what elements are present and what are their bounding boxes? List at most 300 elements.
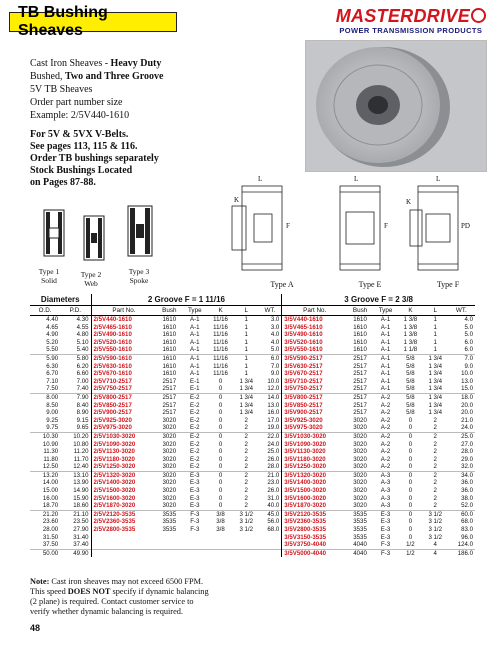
table-cell: 1610 xyxy=(162,346,177,354)
table-cell: 7.10 xyxy=(46,377,59,385)
table-cell: A-3 xyxy=(380,479,391,487)
belt-info xyxy=(30,129,159,189)
table-cell: 5/8 xyxy=(398,393,423,401)
table-cell: 5/8 xyxy=(406,362,415,370)
table-cell: 13.90 xyxy=(73,479,89,487)
table-cell: 0 xyxy=(218,463,223,471)
table-cell: 18.0 xyxy=(448,393,475,401)
part-number-cell: 3/5V1250-3020 xyxy=(282,463,347,471)
table-cell: 12.0 xyxy=(267,385,280,393)
part-number-cell: 3/5V630-2517 xyxy=(282,363,347,371)
table-cell: 2 xyxy=(244,448,248,456)
table-cell xyxy=(156,549,182,557)
table-cell: 0 xyxy=(218,440,223,448)
table-cell: 8.50 xyxy=(46,401,59,409)
table-cell: 13.10 xyxy=(60,471,91,479)
table-row xyxy=(30,378,475,386)
table-cell xyxy=(207,534,234,542)
belt-info-l5: on Pages 87-88. xyxy=(30,177,96,188)
table-cell: 21.0 xyxy=(259,471,282,479)
intro-text xyxy=(30,57,163,122)
table-cell: 2517 xyxy=(162,385,177,393)
table-cell: 6.0 xyxy=(464,346,473,354)
table-cell: 0 xyxy=(207,432,234,440)
table-cell: 9.0 xyxy=(270,370,280,378)
part-number-cell: 3/5V1400-3020 xyxy=(282,479,347,487)
table-cell: 1610 xyxy=(156,354,182,362)
table-cell xyxy=(182,541,207,549)
table-cell: 7.0 xyxy=(270,362,280,370)
table-cell: 19.0 xyxy=(267,424,280,432)
table-row xyxy=(30,393,475,401)
dim-l-a: L xyxy=(258,175,263,183)
table-row xyxy=(30,441,475,449)
table-cell: 2517 xyxy=(353,362,367,370)
column-header: WT. xyxy=(448,306,475,316)
table-cell: A-3 xyxy=(380,502,391,510)
table-cell: A-2 xyxy=(380,424,391,432)
table-cell: 4040 xyxy=(353,541,367,549)
type-1-desc: Solid xyxy=(41,276,57,285)
type-2-desc: Web xyxy=(84,279,98,288)
table-cell: 17.0 xyxy=(267,416,280,424)
table-cell: 12.50 xyxy=(42,463,59,471)
type-2-name: Type 2 xyxy=(80,270,102,279)
part-number-cell: 2/5V1320-3020 xyxy=(91,471,156,479)
table-row xyxy=(30,541,475,549)
title-banner xyxy=(9,4,177,39)
table-cell: 0 xyxy=(408,463,413,471)
table-cell: 9.0 xyxy=(464,362,473,370)
table-cell: 3/8 xyxy=(216,518,225,526)
table-cell: 0 xyxy=(408,494,413,502)
table-cell: 9.75 xyxy=(46,424,59,432)
gear-icon xyxy=(471,8,486,23)
table-cell: A-1 xyxy=(380,331,391,339)
part-number-cell: 3/5V1130-3020 xyxy=(282,448,347,456)
table-row xyxy=(30,331,475,339)
table-cell: 5.0 xyxy=(464,323,473,331)
table-cell: 0 xyxy=(408,533,413,541)
table-cell: 1 3/4 xyxy=(239,401,254,409)
table-cell: 5/8 xyxy=(406,385,415,393)
table-cell: 11.20 xyxy=(73,448,89,456)
table-cell: 0 xyxy=(408,448,413,456)
table-cell: A-1 xyxy=(380,377,391,385)
part-number-cell: 3/5V1600-3020 xyxy=(282,495,347,503)
table-cell: 36.0 xyxy=(461,479,473,487)
table-row xyxy=(30,534,475,542)
table-cell: 31.0 xyxy=(267,494,280,502)
column-header: Bush xyxy=(156,306,182,316)
table-cell: 1610 xyxy=(162,370,177,378)
table-cell: 5.90 xyxy=(30,354,60,362)
belt-info-l1: For 5V & 5VX V-Belts. xyxy=(30,129,129,140)
table-cell: 1 xyxy=(433,346,437,354)
table-cell: 12.40 xyxy=(73,463,89,471)
table-cell: 10.90 xyxy=(42,440,59,448)
table-cell: 3020 xyxy=(353,440,367,448)
table-cell: 5.10 xyxy=(76,338,89,346)
table-cell: 18.60 xyxy=(73,502,89,510)
table-cell: 4.0 xyxy=(270,338,280,346)
table-cell: 13.20 xyxy=(30,471,60,479)
table-row xyxy=(30,385,475,393)
table-cell: 68.0 xyxy=(461,518,473,526)
table-cell xyxy=(234,541,259,549)
table-cell: 29.0 xyxy=(461,455,473,463)
part-number-cell: 3/5V1500-3020 xyxy=(282,487,347,495)
table-cell: 23.50 xyxy=(73,518,89,526)
table-cell: 28.0 xyxy=(267,463,280,471)
part-number-cell: 3/5V2120-3535 xyxy=(282,510,347,518)
table-cell: 15.90 xyxy=(73,494,89,502)
part-number-cell: 3/5V1870-3020 xyxy=(282,502,347,510)
part-number-cell: 2/5V2800-3535 xyxy=(91,526,156,534)
table-cell: 1 xyxy=(244,370,248,378)
table-cell: A-1 xyxy=(373,354,398,362)
part-number-cell: 2/5V1030-3020 xyxy=(91,432,156,440)
table-cell: 3535 xyxy=(162,518,177,526)
table-row xyxy=(30,502,475,510)
page-title: TB Bushing Sheaves xyxy=(18,4,108,39)
table-cell: E-1 xyxy=(190,377,200,385)
table-cell: 2 xyxy=(244,455,248,463)
table-cell: 9.25 xyxy=(46,416,59,424)
part-number-cell: 2/5V2360-3535 xyxy=(91,518,156,526)
table-cell: 3 1/2 xyxy=(423,510,448,518)
table-cell: F-3 xyxy=(190,518,200,526)
table-cell: 32.0 xyxy=(461,463,473,471)
table-cell: 3020 xyxy=(156,471,182,479)
table-cell: A-1 xyxy=(380,323,391,331)
table-cell: 5.20 xyxy=(46,338,59,346)
dim-k-f: K xyxy=(406,198,412,206)
table-cell: 5.80 xyxy=(60,354,91,362)
table-cell: 1 3/4 xyxy=(423,393,448,401)
intro-line1b: Heavy Duty xyxy=(110,58,162,69)
table-cell xyxy=(207,549,234,557)
table-cell: 2517 xyxy=(156,393,182,401)
table-row xyxy=(30,370,475,378)
part-number-cell: 2/5V1400-3020 xyxy=(91,479,156,487)
table-cell: F-3 xyxy=(380,541,391,549)
table-cell: 3020 xyxy=(353,502,367,510)
table-cell: 2 xyxy=(433,479,437,487)
intro-line2a: Bushed, xyxy=(30,71,65,82)
table-cell: 3020 xyxy=(353,487,367,495)
table-cell xyxy=(207,541,234,549)
table-cell: 1 xyxy=(244,316,248,323)
table-cell: A-3 xyxy=(373,471,398,479)
part-number-cell: 3/5V5000-4040 xyxy=(282,549,347,557)
table-cell: 1 xyxy=(433,316,437,323)
table-cell: 3/8 xyxy=(207,510,234,518)
dim-f-e: F xyxy=(384,222,388,230)
table-cell: 9.00 xyxy=(46,409,59,417)
table-cell: 1 xyxy=(244,338,248,346)
table-cell: 4 xyxy=(423,549,448,557)
table-cell: E-3 xyxy=(190,479,200,487)
table-cell: 1 3/8 xyxy=(403,323,418,331)
table-cell: 3020 xyxy=(353,424,367,432)
table-cell: A-1 xyxy=(380,362,391,370)
table-cell: 9.15 xyxy=(76,416,89,424)
table-cell: 0 xyxy=(218,494,223,502)
table-cell: 21.10 xyxy=(60,510,91,518)
table-cell: 14.90 xyxy=(73,487,89,495)
table-cell: A-1 xyxy=(190,316,200,323)
table-cell: 45.0 xyxy=(259,510,282,518)
table-row xyxy=(30,526,475,534)
table-cell: E-2 xyxy=(190,455,200,463)
part-number-cell: 3/5V465-1610 xyxy=(282,324,347,332)
table-cell: 34.0 xyxy=(448,471,475,479)
table-cell: 1 3/4 xyxy=(428,401,443,409)
table-cell: E-3 xyxy=(373,510,398,518)
intro-line4: Order part number size xyxy=(30,97,123,108)
table-cell: 11/16 xyxy=(207,354,234,362)
table-cell: A-2 xyxy=(380,455,391,463)
table-cell: 38.0 xyxy=(461,494,473,502)
belt-info-l4: Stock Bushings Located xyxy=(30,165,133,176)
table-cell: 2 xyxy=(433,448,437,456)
table-cell: 2 xyxy=(433,487,437,495)
table-cell: 1610 xyxy=(353,346,367,354)
table-cell: 15.00 xyxy=(42,487,59,495)
table-cell: 3020 xyxy=(162,455,177,463)
brand-logo xyxy=(336,6,486,35)
table-cell: 25.0 xyxy=(448,432,475,440)
table-row xyxy=(30,354,475,362)
table-cell: 0 xyxy=(218,448,223,456)
table-row xyxy=(30,456,475,464)
table-cell: 3020 xyxy=(353,463,367,471)
column-header: Type xyxy=(373,306,398,316)
column-header: L xyxy=(423,306,448,316)
table-cell: 1 xyxy=(244,323,248,331)
table-cell: 1 3/8 xyxy=(403,316,418,323)
note-label: Note: xyxy=(30,577,50,586)
table-cell: 0 xyxy=(408,518,413,526)
table-cell: 23.0 xyxy=(267,479,280,487)
table-cell xyxy=(182,534,207,542)
table-cell: 68.0 xyxy=(267,526,280,534)
table-cell: 6.30 xyxy=(46,362,59,370)
part-number-cell: 2/5V1130-3020 xyxy=(91,448,156,456)
part-number-cell: 2/5V1090-3020 xyxy=(91,441,156,449)
table-cell: 2 xyxy=(423,471,448,479)
note-l1: Cast iron sheaves may not exceed 6500 FPM. xyxy=(49,577,204,586)
type-diagrams-large xyxy=(214,172,484,280)
table-cell: E-3 xyxy=(380,533,391,541)
table-cell: A-2 xyxy=(373,432,398,440)
table-cell: 3535 xyxy=(162,526,177,534)
table-cell: 2517 xyxy=(353,377,367,385)
table-cell: E-1 xyxy=(190,385,200,393)
table-cell: 6.60 xyxy=(76,370,89,378)
type-3-name: Type 3 xyxy=(128,267,150,276)
table-cell: E-3 xyxy=(182,471,207,479)
table-cell: E-3 xyxy=(380,526,391,534)
table-cell: 1/2 xyxy=(406,541,415,549)
table-cell: E-2 xyxy=(190,463,200,471)
table-cell: 11/16 xyxy=(213,362,228,370)
table-cell: 1 xyxy=(433,323,437,331)
table-cell: 11/16 xyxy=(213,323,228,331)
table-cell: 7.0 xyxy=(448,354,475,362)
column-header: P.D. xyxy=(60,306,91,316)
table-row xyxy=(30,495,475,503)
table-row xyxy=(30,363,475,371)
table-cell: 0 xyxy=(218,385,223,393)
part-number-cell: 3/5V670-2517 xyxy=(282,370,347,378)
table-cell: 31.50 xyxy=(42,533,59,541)
table-cell: 7.50 xyxy=(46,385,59,393)
table-cell: 1 xyxy=(433,331,437,339)
table-cell: 4.65 xyxy=(46,323,59,331)
table-row xyxy=(30,471,475,479)
table-cell: 11/16 xyxy=(213,316,228,323)
table-cell: 22.0 xyxy=(259,432,282,440)
table-cell: 40.0 xyxy=(267,502,280,510)
table-cell: 4.30 xyxy=(76,316,89,323)
table-cell: 2 xyxy=(234,432,259,440)
table-cell: E-3 xyxy=(190,494,200,502)
part-number-cell: 2/5V550-1610 xyxy=(91,346,156,354)
table-cell: 1610 xyxy=(353,316,367,323)
table-cell: 6.20 xyxy=(76,362,89,370)
part-number-cell: 2/5V925-3020 xyxy=(91,417,156,425)
table-cell: 3535 xyxy=(347,510,373,518)
table-cell: 2517 xyxy=(162,409,177,417)
part-number-cell: 3/5V800-2517 xyxy=(282,393,347,401)
table-cell: 0 xyxy=(408,416,413,424)
part-number-cell: 3/5V2800-3535 xyxy=(282,526,347,534)
table-cell: 2517 xyxy=(347,354,373,362)
part-number-cell: 2/5V465-1610 xyxy=(91,324,156,332)
group-2-groove: 2 Groove F = 1 11/16 xyxy=(91,294,282,306)
table-cell: 5.50 xyxy=(46,346,59,354)
table-cell: 21.0 xyxy=(461,416,473,424)
table-cell: 20.0 xyxy=(461,409,473,417)
table-cell: 3535 xyxy=(353,518,367,526)
table-cell: E-3 xyxy=(190,502,200,510)
table-cell: 23.60 xyxy=(42,518,59,526)
table-cell: 1 3/4 xyxy=(423,354,448,362)
table-cell: 4.90 xyxy=(46,331,59,339)
table-cell: 2 xyxy=(244,424,248,432)
note-l3: (2 plane) is required. Contact customer service to xyxy=(30,597,194,606)
table-cell: 1 xyxy=(234,354,259,362)
table-cell xyxy=(259,541,282,549)
intro-line1a: Cast Iron Sheaves - xyxy=(30,58,111,69)
table-cell: 0 xyxy=(218,479,223,487)
table-cell: 1 3/4 xyxy=(239,385,254,393)
table-cell: 13.0 xyxy=(267,401,280,409)
table-cell: 10.20 xyxy=(60,432,91,440)
table-cell: 1610 xyxy=(353,323,367,331)
table-cell: 11.80 xyxy=(43,455,59,463)
table-cell: 2 xyxy=(244,502,248,510)
note-l2a: This speed xyxy=(30,587,68,596)
table-cell: 1 xyxy=(244,346,248,354)
table-cell: 0 xyxy=(218,502,223,510)
table-cell: 3 1/2 xyxy=(428,533,443,541)
table-cell: 1 xyxy=(244,331,248,339)
part-number-cell: 2/5V440-1610 xyxy=(91,316,156,324)
table-cell: 5/8 xyxy=(398,354,423,362)
table-cell: 1610 xyxy=(162,323,177,331)
table-cell: 2517 xyxy=(353,370,367,378)
note-l4: verify whether dynamic balancing is required. xyxy=(30,607,183,616)
table-cell: 1 3/4 xyxy=(234,393,259,401)
table-cell: 27.90 xyxy=(73,526,89,534)
table-cell: 2 xyxy=(433,494,437,502)
table-cell: 11.70 xyxy=(73,455,89,463)
table-cell: 60.0 xyxy=(448,510,475,518)
type-diagrams-small xyxy=(36,198,166,266)
table-cell: A-3 xyxy=(380,494,391,502)
part-number-cell: 2/5V850-2517 xyxy=(91,402,156,410)
table-cell: 15.0 xyxy=(461,385,473,393)
table-cell: 1 3/4 xyxy=(239,409,254,417)
part-number-cell: 2/5V670-1610 xyxy=(91,370,156,378)
type-2-label xyxy=(74,270,108,288)
table-cell: A-1 xyxy=(380,346,391,354)
table-cell: 0 xyxy=(408,487,413,495)
table-cell: 3020 xyxy=(162,463,177,471)
table-cell: F-3 xyxy=(190,526,200,534)
part-number-cell: 2/5V710-2517 xyxy=(91,378,156,386)
table-cell: 0 xyxy=(218,455,223,463)
part-number-cell: 3/5V1320-3020 xyxy=(282,471,347,479)
table-cell: A-1 xyxy=(190,370,200,378)
table-cell: 3020 xyxy=(162,502,177,510)
part-number-cell: 3/5V590-2517 xyxy=(282,354,347,362)
part-number-cell: 3/5V900-2517 xyxy=(282,409,347,417)
table-cell: 2 xyxy=(423,432,448,440)
part-number-cell: 3/5V3750-4040 xyxy=(282,541,347,549)
part-number-cell: 2/5V975-3020 xyxy=(91,424,156,432)
table-cell: 0 xyxy=(207,471,234,479)
table-cell: 0 xyxy=(218,377,223,385)
table-cell: A-1 xyxy=(190,362,200,370)
spec-table xyxy=(30,294,475,557)
table-cell: 5.0 xyxy=(464,331,473,339)
table-cell: 3/8 xyxy=(216,526,225,534)
table-cell: 1610 xyxy=(162,316,177,323)
column-header: L xyxy=(234,306,259,316)
type-e-label: Type E xyxy=(358,280,382,289)
table-cell: A-2 xyxy=(380,416,391,424)
table-cell: 10.80 xyxy=(73,440,89,448)
dim-f-a: F xyxy=(286,222,290,230)
table-cell: 4.55 xyxy=(76,323,89,331)
table-cell xyxy=(259,534,282,542)
table-cell: 3 1/2 xyxy=(428,518,443,526)
part-number-cell: 2/5V1600-3020 xyxy=(91,495,156,503)
table-cell: 13.0 xyxy=(461,377,473,385)
part-number-cell: 2/5V1500-3020 xyxy=(91,487,156,495)
note-block xyxy=(30,577,209,617)
part-number-cell: 2/5V520-1610 xyxy=(91,339,156,347)
note-l2c: specify if dynamic balancing xyxy=(110,587,209,596)
part-number-cell: 2/5V590-1610 xyxy=(91,354,156,362)
part-number-cell xyxy=(91,549,156,557)
table-cell: 2517 xyxy=(162,377,177,385)
table-cell: 3 1/2 xyxy=(428,526,443,534)
